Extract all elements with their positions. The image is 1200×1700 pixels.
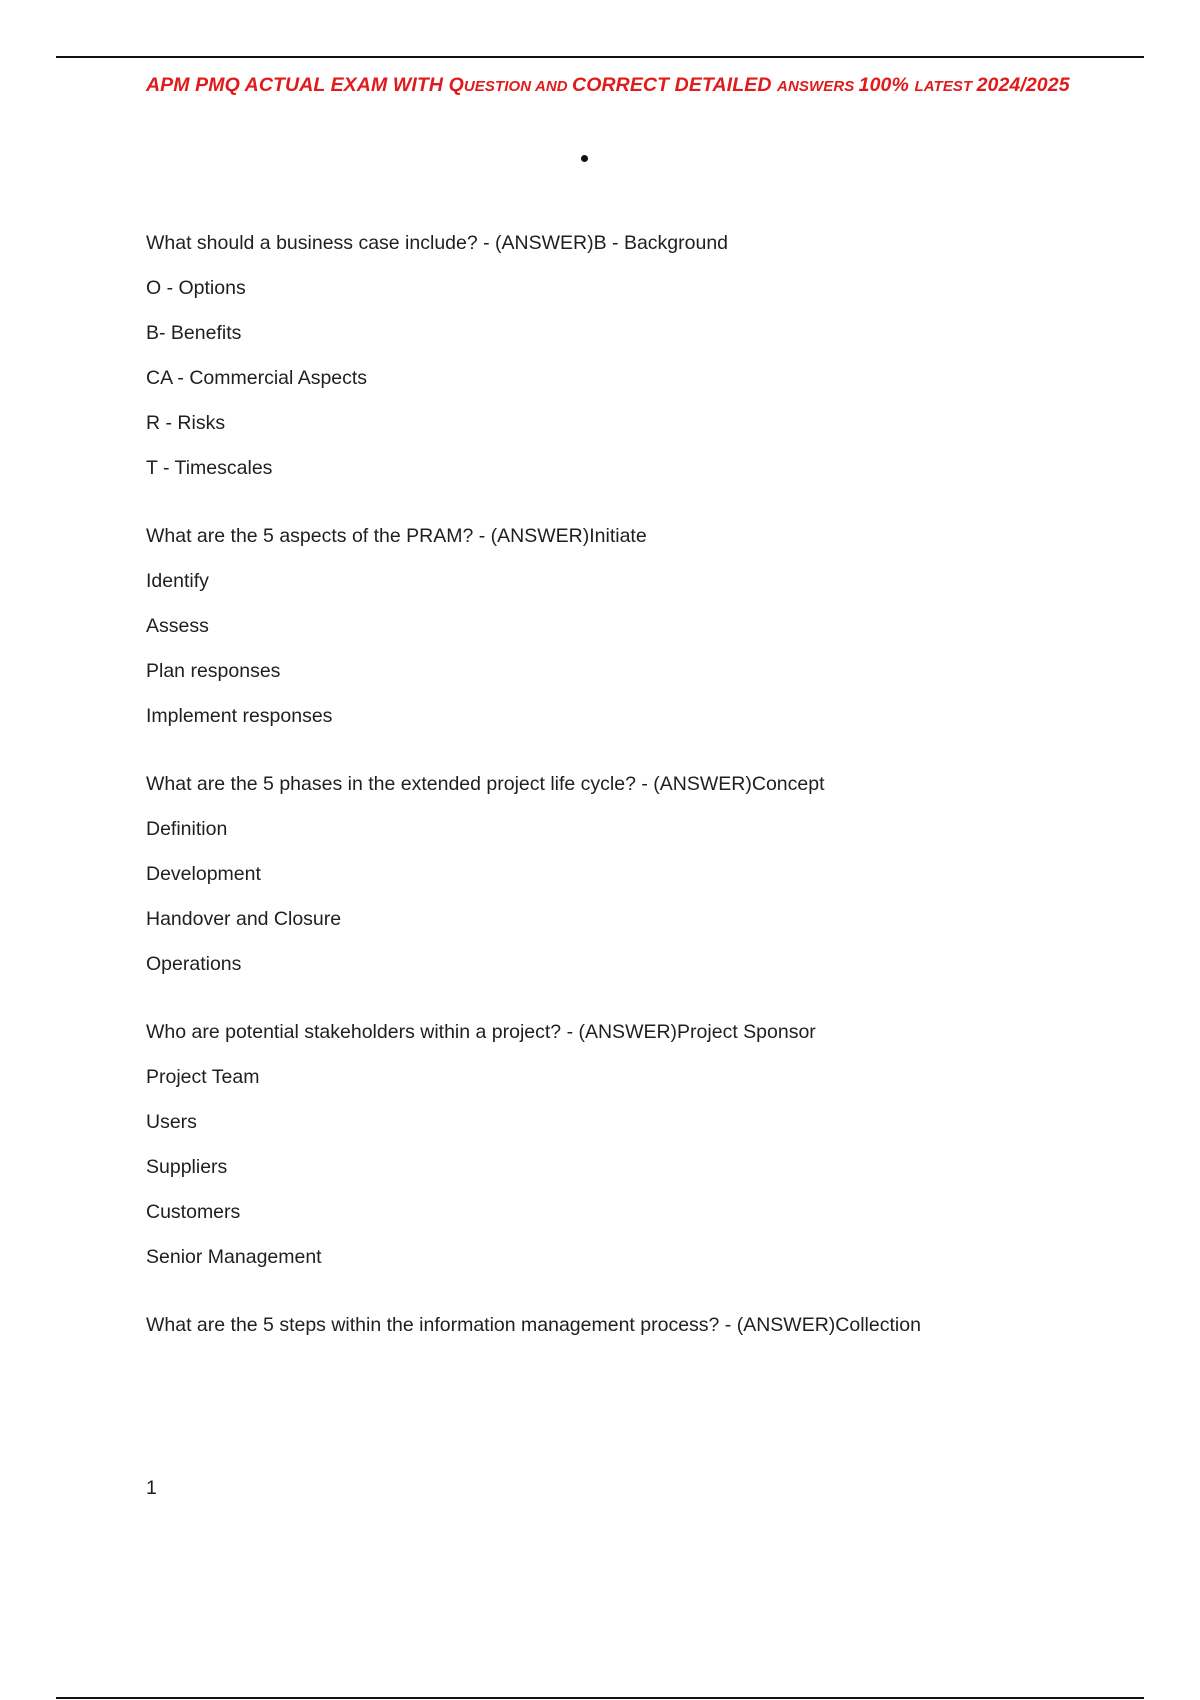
top-rule — [56, 56, 1144, 58]
qa-block — [146, 1314, 1146, 1337]
answer-line: Senior Management — [146, 1246, 322, 1268]
question-line: Who are potential stakeholders within a project? - (ANSWER)Project Sponsor — [146, 1021, 816, 1043]
answer-line: Users — [146, 1111, 197, 1133]
bullet-dot — [581, 155, 588, 162]
qa-block — [146, 1021, 1146, 1269]
answer-line: Suppliers — [146, 1156, 228, 1178]
header-part: APM PMQ ACTUAL EXAM WITH — [146, 74, 449, 96]
bottom-rule — [56, 1697, 1144, 1699]
answer-line: Development — [146, 863, 261, 885]
answer-line: Assess — [146, 615, 209, 637]
answer-line: Identify — [146, 570, 209, 592]
qa-block — [146, 773, 1146, 976]
header-part: ANSWERS — [777, 78, 859, 95]
header-part: 2024/2025 — [976, 74, 1070, 96]
answer-line: Operations — [146, 953, 242, 975]
answer-line: Customers — [146, 1201, 241, 1223]
answer-line: O - Options — [146, 277, 246, 299]
header-part: 100% — [858, 74, 915, 96]
qa-content — [146, 232, 1146, 1382]
answer-line: Definition — [146, 818, 228, 840]
answer-line: Handover and Closure — [146, 908, 342, 930]
answer-line: Implement responses — [146, 705, 333, 727]
page-number: 1 — [146, 1477, 157, 1499]
question-line: What are the 5 phases in the extended project life cycle? - (ANSWER)Concept — [146, 773, 825, 795]
answer-line: CA - Commercial Aspects — [146, 367, 368, 389]
header-part: UESTION AND — [463, 78, 573, 95]
answer-line: T - Timescales — [146, 457, 273, 479]
qa-block — [146, 232, 1146, 480]
answer-line: R - Risks — [146, 412, 226, 434]
header-part: Q — [448, 74, 464, 96]
header-part: LATEST — [914, 78, 977, 95]
question-line: What are the 5 aspects of the PRAM? - (ANSWER)Initiate — [146, 525, 647, 547]
document-header — [146, 74, 1146, 97]
question-line: What are the 5 steps within the information management process? - (ANSWER)Collection — [146, 1314, 921, 1336]
qa-block — [146, 525, 1146, 728]
answer-line: Project Team — [146, 1066, 260, 1088]
header-part: CORRECT DETAILED — [572, 74, 778, 96]
answer-line: B- Benefits — [146, 322, 242, 344]
answer-line: Plan responses — [146, 660, 281, 682]
question-line: What should a business case include? - (ANSWER)B - Background — [146, 232, 729, 254]
